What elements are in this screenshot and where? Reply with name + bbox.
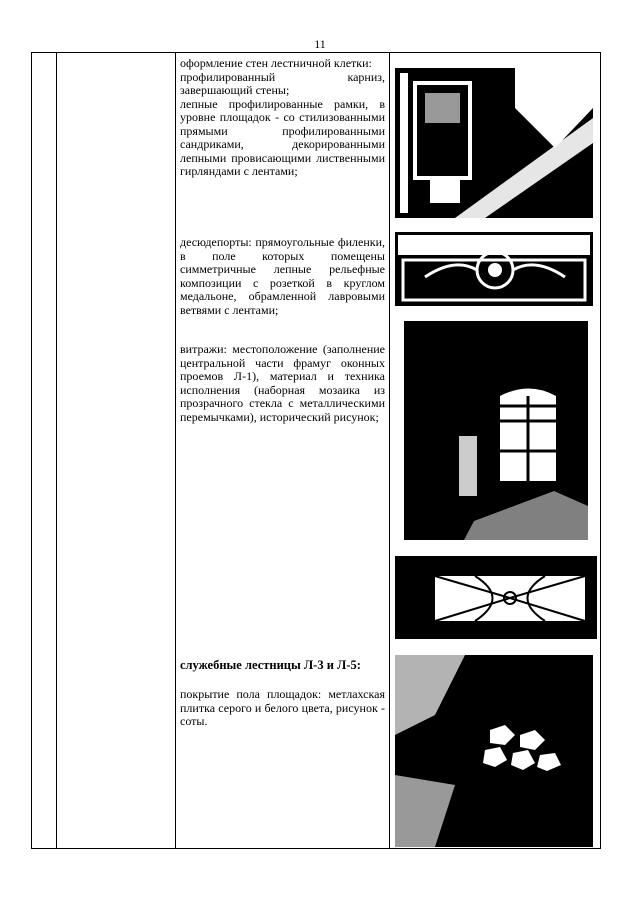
overdoors-text: десюдепорты: прямоугольные филенки, в поле которых помещены симметричные лепные рельефные композиции с розеткой в круглом медальоне, обрамленной лавровыми ветвями с лентами; bbox=[180, 235, 385, 317]
stained-glass-text: витражи: местоположение (заполнение центральной части фрамуг оконных проемов Л-1), материал и техника исполнения (наборная мозаика из прозрачного стекла с металлическими перемычками), исторический рисунок; bbox=[180, 342, 385, 424]
tiled-floor-photo bbox=[395, 655, 593, 847]
walls-line-1: оформление стен лестничной клетки: bbox=[180, 56, 372, 70]
window-photo bbox=[404, 321, 588, 540]
overdoors-description bbox=[180, 236, 385, 317]
overdoor-photo bbox=[395, 232, 593, 306]
stained-glass-transom-photo bbox=[395, 556, 597, 639]
floor-text: покрытие пола площадок: метлахская плитка серого и белого цвета, рисунок - соты. bbox=[180, 687, 385, 728]
walls-line-2: профилированный карниз, завершающий стены; bbox=[180, 69, 385, 97]
walls-line-3: лепные профилированные рамки, в уровне площадок - со стилизованными прямыми профилированными сандриками, декорированными лепными провисающими лиственными гирляндами с лентами; bbox=[180, 96, 385, 178]
service-stairs-heading: служебные лестницы Л-3 и Л-5: bbox=[180, 658, 361, 672]
floor-description bbox=[180, 688, 385, 729]
stained-glass-description bbox=[180, 343, 385, 424]
walls-description bbox=[180, 57, 385, 179]
staircase-photo bbox=[395, 68, 593, 218]
page-number: 11 bbox=[314, 37, 326, 51]
